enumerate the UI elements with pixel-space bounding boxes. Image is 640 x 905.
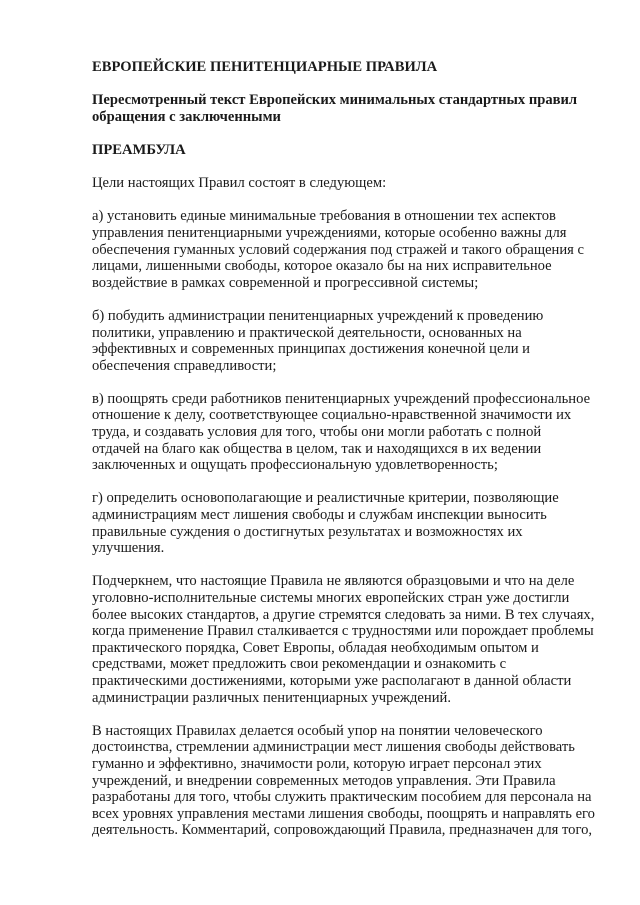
- paragraph-line: когда применение Правил сталкивается с трудностями или порождает проблемы: [92, 623, 594, 640]
- document-title: ЕВРОПЕЙСКИЕ ПЕНИТЕНЦИАРНЫЕ ПРАВИЛА: [92, 59, 438, 75]
- paragraph-line: в) поощрять среди работников пенитенциарных учреждений профессиональное: [92, 390, 591, 407]
- paragraph-line: отдачей на благо как общества в целом, так и находящихся в их ведении: [92, 440, 542, 457]
- paragraph-line: политики, управлению и практической деятельности, основанных на: [92, 324, 522, 341]
- paragraph-line: улучшения.: [92, 540, 165, 557]
- paragraph-line: гуманно и эффективно, значимости роли, которую играет персонал этих: [92, 755, 542, 772]
- paragraph-line: средствами, может предложить свои рекомендации и ознакомить с: [92, 656, 507, 673]
- paragraph-line: администрациям мест лишения свободы и службам инспекции выносить: [92, 507, 547, 524]
- paragraph-line: а) установить единые минимальные требования в отношении тех аспектов: [92, 208, 556, 225]
- paragraph-v: [92, 391, 602, 474]
- paragraph-line: Подчеркнем, что настоящие Правила не являются образцовыми и что на деле: [92, 573, 575, 590]
- paragraph-line: обеспечения справедливости;: [92, 357, 277, 374]
- paragraph-line: обеспечения гуманных условий содержания под стражей и такого обращения с: [92, 241, 585, 258]
- paragraph-line: труда, и создавать условия для того, чтобы они могли работать с полной: [92, 424, 542, 441]
- paragraph-g: [92, 490, 602, 556]
- paragraph-line: б) побудить администрации пенитенциарных учреждений к проведению: [92, 307, 544, 324]
- paragraph-line: администрации различных пенитенциарных учреждений.: [92, 689, 451, 706]
- paragraph-line: г) определить основополагающие и реалистичные критерии, позволяющие: [92, 490, 559, 507]
- document-subtitle: [92, 92, 602, 125]
- paragraph-line: деятельность. Комментарий, сопровождающий Правила, предназначен для того,: [92, 822, 593, 839]
- subtitle-line: обращения с заключенными: [92, 108, 281, 125]
- paragraph-line: эффективных и современных принципах достижения конечной цели и: [92, 341, 530, 358]
- paragraph-a: [92, 208, 602, 291]
- paragraph-line: достоинства, стремлении администрации мест лишения свободы действовать: [92, 739, 575, 756]
- paragraph-line: отношение к делу, соответствующее социально-нравственной значимости их: [92, 407, 572, 424]
- paragraph-line: разработаны для того, чтобы служить практическим пособием для персонала на: [92, 789, 592, 806]
- paragraph-dignity: [92, 723, 602, 839]
- paragraph-line: управления пенитенциарными учреждениями, которые особенно важны для: [92, 224, 567, 241]
- paragraph-line: учреждений, и внедрении современных методов управления. Эти Правила: [92, 772, 556, 789]
- section-heading-preamble: ПРЕАМБУЛА: [92, 141, 186, 158]
- paragraph-b: [92, 308, 602, 374]
- paragraph-line: практического порядка, Совет Европы, обладая необходимым опытом и: [92, 639, 539, 656]
- paragraph-line: уголовно-исполнительные системы многих европейских стран уже достигли: [92, 590, 570, 606]
- paragraph-line: более высоких стандартов, а другие стремятся следовать за ними. В тех случаях,: [92, 606, 595, 623]
- subtitle-line: Пересмотренный текст Европейских минимальных стандартных правил: [92, 92, 578, 109]
- paragraph-line: лицами, лишенными свободы, которое оказало бы на них исправительное: [92, 258, 552, 275]
- paragraph-line: практическими достижениями, которыми уже располагают в данной области: [92, 672, 572, 689]
- paragraph-line: В настоящих Правилах делается особый упор на понятии человеческого: [92, 722, 543, 739]
- intro-text: Цели настоящих Правил состоят в следующем:: [92, 175, 387, 192]
- paragraph-line: всех уровнях управления местами лишения свободы, поощрять и направлять его: [92, 805, 595, 822]
- paragraph-line: заключенных и ощущать профессиональную удовлетворенность;: [92, 457, 498, 474]
- document-page: [92, 59, 602, 856]
- paragraph-line: правильные суждения о достигнутых результатах и возможностях их: [92, 523, 523, 540]
- paragraph-emphasis: [92, 573, 602, 706]
- paragraph-line: воздействие в рамках современной и прогрессивной системы;: [92, 274, 479, 291]
